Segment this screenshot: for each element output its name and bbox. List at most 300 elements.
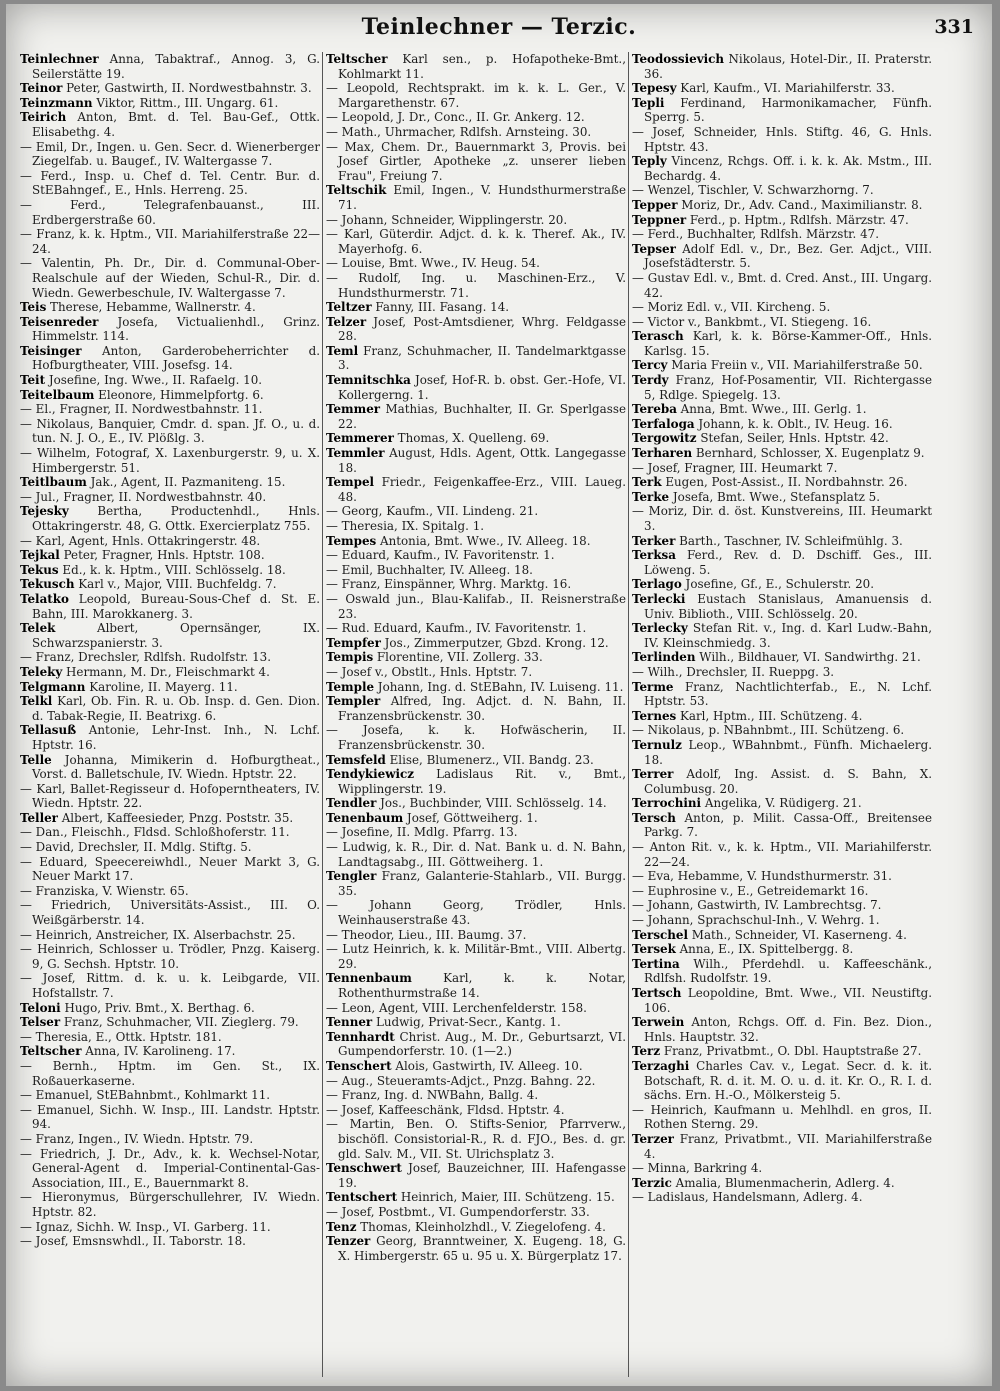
directory-entry	[632, 548, 932, 577]
directory-entry	[20, 140, 320, 169]
directory-entry	[326, 1103, 626, 1118]
entry-details: Adolf Edl. v., Dr., Bez. Ger. Adjct., VIII. Josefstädterstr. 5.	[644, 241, 932, 271]
entry-details: — Martin, Ben. O. Stifts-Senior, Pfarrverw., bischöfl. Consistorial-R., R. d. FJO., Bes. d. gr. gld. Salv. M., VII. St. Ulrichsplatz 3.	[326, 1117, 626, 1161]
directory-entry	[632, 1132, 932, 1161]
entry-details: — Minna, Barkring 4.	[632, 1161, 763, 1176]
directory-entry	[632, 358, 932, 373]
entry-details: — Josef, Postbmt., VI. Gumpendorferstr. 33.	[326, 1204, 590, 1219]
entry-details: — Wenzel, Tischler, V. Schwarzhorng. 7.	[632, 183, 874, 198]
directory-entry	[326, 680, 626, 695]
entry-surname: Terlecky	[632, 621, 688, 636]
directory-entry	[20, 680, 320, 695]
directory-entry	[20, 417, 320, 446]
directory-entry	[20, 1059, 320, 1088]
entry-surname: Temnitschka	[326, 373, 411, 388]
directory-entry	[632, 461, 932, 476]
directory-entry	[632, 1161, 932, 1176]
entry-details: — Gustav Edl. v., Bmt. d. Cred. Anst., III. Ungarg. 42.	[632, 270, 932, 300]
entry-details: Mathias, Buchhalter, II. Gr. Sperlgasse 22.	[338, 402, 626, 431]
directory-entry	[20, 1044, 320, 1059]
directory-entry	[20, 1001, 320, 1016]
entry-surname: Tejesky	[20, 504, 69, 519]
entry-details: Eleonore, Himmelpfortg. 6.	[94, 387, 264, 402]
entry-surname: Tereba	[632, 402, 677, 417]
directory-entry	[20, 504, 320, 533]
directory-entry	[632, 534, 932, 549]
entry-details: — Louise, Bmt. Wwe., IV. Heug. 54.	[326, 256, 540, 271]
entry-details: Anna, Tabaktraf., Annog. 3, G. Seilerstätte 19.	[32, 52, 320, 81]
entry-details: Amalia, Blumenmacherin, Adlerg. 4.	[671, 1175, 895, 1190]
directory-entry	[632, 154, 932, 183]
entry-details: Florentine, VII. Zollerg. 33.	[373, 650, 543, 665]
entry-surname: Tellasuß	[20, 723, 77, 738]
entry-details: Karl, Kaufm., VI. Mariahilferstr. 33.	[676, 81, 895, 96]
entry-details: Georg, Branntweiner, X. Eugeng. 18, G. X. Himbergerstr. 65 u. 95 u. X. Bürgerplatz 17.	[338, 1234, 626, 1263]
directory-entry	[632, 957, 932, 986]
directory-entry	[20, 1220, 320, 1235]
directory-entry	[632, 96, 932, 125]
directory-entry	[20, 1147, 320, 1191]
directory-entry	[326, 767, 626, 796]
directory-entry	[326, 213, 626, 228]
entry-details: Leop., WBahnbmt., Fünfh. Michaelerg. 18.	[644, 737, 932, 767]
directory-entry	[632, 723, 932, 738]
entry-surname: Teply	[632, 154, 667, 169]
entry-details: Bernhard, Schlosser, X. Eugenplatz 9.	[692, 446, 925, 461]
entry-details: — Josef, Emsnswhdl., II. Taborstr. 18.	[20, 1234, 246, 1249]
directory-entry	[326, 1030, 626, 1059]
directory-entry	[326, 475, 626, 504]
directory-entry	[20, 300, 320, 315]
entry-surname: Terrer	[632, 767, 674, 782]
directory-entry	[20, 315, 320, 344]
directory-entry	[20, 256, 320, 300]
directory-entry	[326, 592, 626, 621]
directory-column-3	[632, 52, 932, 1377]
directory-entry	[326, 1015, 626, 1030]
directory-entry	[632, 840, 932, 869]
entry-surname: Terzer	[632, 1131, 674, 1146]
entry-surname: Teinzmann	[20, 95, 93, 110]
directory-entry	[326, 1001, 626, 1016]
entry-details: Karl v., Major, VIII. Buchfeldg. 7.	[74, 577, 277, 592]
entry-details: Ferdinand, Harmonikamacher, Fünfh. Sperrg. 5.	[644, 95, 932, 125]
entry-details: — Georg, Kaufm., VII. Lindeng. 21.	[326, 504, 539, 519]
directory-entry	[20, 373, 320, 388]
entry-details: Franz, Nachtlichterfab., E., N. Lchf. Hptstr. 53.	[644, 679, 932, 709]
directory-entry	[326, 373, 626, 402]
entry-details: Barth., Taschner, IV. Schleifmühlg. 3.	[675, 533, 903, 548]
entry-details: — Josefa, k. k. Hofwäscherin, II. Franzensbrückenstr. 30.	[326, 723, 626, 752]
entry-details: — Heinrich, Kaufmann u. Mehlhdl. en gros, II. Rothen Sterng. 29.	[632, 1102, 932, 1132]
directory-entry	[326, 1088, 626, 1103]
entry-details: Maria Freiin v., VII. Mariahilferstraße 50.	[667, 358, 923, 373]
entry-details: — Ignaz, Sichh. W. Insp., VI. Garberg. 11.	[20, 1219, 271, 1234]
entry-details: — Moriz Edl. v., VII. Kircheng. 5.	[632, 300, 831, 315]
entry-details: — Josef v., Obstlt., Hnls. Hptstr. 7.	[326, 664, 533, 679]
directory-entry	[632, 796, 932, 811]
entry-surname: Tenz	[326, 1219, 357, 1234]
directory-entry	[632, 869, 932, 884]
entry-details: — Johann, Sprachschul-Inh., V. Wehrg. 1.	[632, 913, 880, 928]
entry-details: — Josef, Kaffeeschänk, Fldsd. Hptstr. 4.	[326, 1102, 565, 1117]
directory-entry	[20, 811, 320, 826]
directory-entry	[326, 650, 626, 665]
directory-entry	[632, 417, 932, 432]
entry-details: — Ferd., Telegrafenbauanst., III. Erdbergerstraße 60.	[20, 197, 320, 227]
entry-surname: Teltscher	[326, 52, 388, 66]
entry-details: Eugen, Post-Assist., II. Nordbahnstr. 26.	[661, 475, 908, 490]
entry-details: Ferd., p. Hptm., Rdlfsh. Märzstr. 47.	[686, 212, 909, 227]
entry-surname: Telser	[20, 1015, 61, 1030]
directory-entry	[20, 665, 320, 680]
entry-details: Elise, Blumenerz., VII. Bandg. 23.	[385, 752, 594, 767]
entry-details: — Emil, Buchhalter, IV. Alleeg. 18.	[326, 562, 533, 577]
entry-details: — Nikolaus, Banquier, Cmdr. d. span. Jf. O., u. d. tun. N. J. O., E., IV. Plößlg. 3.	[20, 416, 320, 446]
entry-details: Franz, Hof-Posamentir, VII. Richtergasse 5, Rdlge. Spiegelg. 13.	[644, 373, 932, 402]
entry-surname: Tengler	[326, 869, 377, 884]
entry-surname: Telek	[20, 621, 56, 636]
entry-details: Therese, Hebamme, Wallnerstr. 4.	[46, 300, 256, 315]
entry-details: — Franz, Drechsler, Rdlfsh. Rudolfstr. 13.	[20, 650, 272, 665]
directory-entry	[326, 81, 626, 110]
directory-entry	[632, 709, 932, 724]
entry-surname: Tenzer	[326, 1234, 371, 1249]
directory-entry	[632, 680, 932, 709]
entry-details: Franz, Galanterie-Stahlarb., VII. Burgg. 35.	[338, 869, 626, 898]
directory-entry	[326, 563, 626, 578]
directory-entry	[632, 811, 932, 840]
entry-surname: Tergowitz	[632, 431, 697, 446]
entry-details: Christ. Aug., M. Dr., Geburtsarzt, VI. Gumpendorferstr. 10. (1—2.)	[338, 1029, 626, 1059]
directory-entry	[632, 1190, 932, 1205]
directory-entry	[326, 1190, 626, 1205]
directory-entry	[326, 840, 626, 869]
entry-surname: Terwein	[632, 1015, 685, 1030]
entry-surname: Tepser	[632, 241, 676, 256]
entry-surname: Telzer	[326, 314, 367, 329]
directory-entry	[326, 227, 626, 256]
directory-entry	[632, 884, 932, 899]
directory-entry	[20, 650, 320, 665]
entry-details: Franz, Privatbmt., O. Dbl. Hauptstraße 27.	[660, 1044, 922, 1059]
directory-entry	[326, 1074, 626, 1089]
directory-entry	[632, 490, 932, 505]
entry-details: Heinrich, Maier, III. Schützeng. 15.	[397, 1190, 615, 1205]
entry-surname: Teis	[20, 300, 47, 315]
directory-entry	[326, 125, 626, 140]
entry-details: Alfred, Ing. Adjct. d. N. Bahn, II. Franzensbrückenstr. 30.	[338, 694, 626, 723]
entry-details: — Ferd., Buchhalter, Rdlfsh. Märzstr. 47.	[632, 227, 879, 242]
entry-details: — Aug., Steueramts-Adjct., Pnzg. Bahng. 22.	[326, 1073, 596, 1088]
directory-entry	[20, 475, 320, 490]
column-divider	[628, 52, 629, 1377]
entry-details: Hugo, Priv. Bmt., X. Berthag. 6.	[60, 1000, 255, 1015]
entry-surname: Tersek	[632, 942, 676, 957]
directory-entry	[326, 519, 626, 534]
entry-details: — Rud. Eduard, Kaufm., IV. Favoritenstr. 1.	[326, 621, 587, 636]
entry-details: — Franz, Ingen., IV. Wiedn. Hptstr. 79.	[20, 1131, 254, 1146]
entry-details: — Oswald jun., Blau-Kalifab., II. Reisnerstraße 23.	[326, 591, 626, 621]
entry-surname: Temsfeld	[326, 752, 386, 767]
directory-entry	[632, 913, 932, 928]
entry-details: — Josef, Schneider, Hnls. Stiftg. 46, G. Hnls. Hptstr. 43.	[632, 124, 932, 154]
entry-details: — Wilh., Drechsler, II. Rueppg. 3.	[632, 664, 835, 679]
entry-details: — Johann Georg, Trödler, Hnls. Weinhauserstraße 43.	[326, 898, 626, 928]
entry-details: — Euphrosine v., E., Getreidemarkt 16.	[632, 883, 869, 898]
entry-details: Moriz, Dr., Adv. Cand., Maximilianstr. 8.	[677, 197, 923, 212]
entry-details: Josef, Post-Amtsdiener, Whrg. Feldgasse 28.	[338, 314, 626, 344]
directory-entry	[326, 446, 626, 475]
directory-entry	[326, 811, 626, 826]
entry-details: Alois, Gastwirth, IV. Alleeg. 10.	[391, 1058, 583, 1073]
entry-details: — Heinrich, Anstreicher, IX. Alserbachstr. 25.	[20, 927, 296, 942]
entry-details: Albert, Opernsänger, IX. Schwarzspanierstr. 3.	[32, 621, 320, 650]
entry-surname: Terksa	[632, 548, 676, 563]
entry-details: Adolf, Ing. Assist. d. S. Bahn, X. Columbusg. 20.	[644, 767, 932, 796]
directory-entry	[326, 402, 626, 431]
entry-details: Fanny, III. Fasang. 14.	[371, 300, 510, 315]
directory-entry	[632, 1103, 932, 1132]
directory-entry	[326, 183, 626, 212]
entry-details: — Theresia, E., Ottk. Hptstr. 181.	[20, 1029, 222, 1044]
entry-surname: Teml	[326, 343, 359, 358]
entry-surname: Terz	[632, 1044, 661, 1059]
entry-details: Karoline, II. Mayerg. 11.	[85, 679, 238, 694]
entry-surname: Temmerer	[326, 431, 394, 446]
entry-details: Wilh., Pferdehdl. u. Kaffeeschänk., Rdlfsh. Rudolfstr. 19.	[644, 956, 932, 986]
entry-details: — Karl, Ballet-Regisseur d. Hofoperntheaters, IV. Wiedn. Hptstr. 22.	[20, 781, 320, 811]
directory-entry	[632, 402, 932, 417]
entry-surname: Terker	[632, 533, 676, 548]
entry-details: — El., Fragner, II. Nordwestbahnstr. 11.	[20, 402, 263, 417]
entry-details: Jak., Agent, II. Pazmaniteng. 15.	[86, 475, 286, 490]
directory-entry	[326, 110, 626, 125]
entry-surname: Tekus	[20, 562, 59, 577]
entry-details: — Jul., Fragner, II. Nordwestbahnstr. 40.	[20, 489, 267, 504]
page-title: Teinlechner — Terzic.	[361, 14, 637, 40]
entry-surname: Tendler	[326, 796, 377, 811]
directory-entry	[632, 198, 932, 213]
directory-entry	[632, 52, 932, 81]
directory-entry	[326, 504, 626, 519]
entry-details: Leopold, Bureau-Sous-Chef d. St. E. Bahn, III. Marokkanerg. 3.	[32, 591, 320, 621]
entry-details: — Lutz Heinrich, k. k. Militär-Bmt., VIII. Albertg. 29.	[326, 942, 626, 971]
directory-entry	[326, 534, 626, 549]
entry-details: Ladislaus Rit. v., Bmt., Wipplingerstr. 19.	[338, 767, 626, 796]
directory-entry	[326, 1234, 626, 1263]
directory-entry	[632, 125, 932, 154]
entry-details: — Max, Chem. Dr., Bauernmarkt 3, Provis. bei Josef Girtler, Apotheke „z. unserer lieben Frau", Freiung 7.	[326, 139, 626, 183]
entry-details: Anton, Garderobeherrichter d. Hofburgtheater, VIII. Josefsg. 14.	[32, 343, 320, 373]
entry-surname: Tercy	[632, 358, 668, 373]
entry-surname: Tempes	[326, 533, 377, 548]
entry-surname: Tenenbaum	[326, 810, 404, 825]
entry-surname: Temple	[326, 679, 375, 694]
directory-entry	[20, 782, 320, 811]
entry-details: Anton, Bmt. d. Tel. Bau-Gef., Ottk. Elisabethg. 4.	[32, 110, 320, 139]
entry-surname: Ternulz	[632, 737, 682, 752]
entry-details: — Ludwig, k. R., Dir. d. Nat. Bank u. d. N. Bahn, Landtagsabg., III. Göttweiherg. 1.	[326, 840, 626, 869]
directory-entry	[20, 723, 320, 752]
entry-details: Johann, k. k. Oblt., IV. Heug. 16.	[694, 416, 893, 431]
entry-surname: Tennenbaum	[326, 971, 412, 986]
entry-details: Stefan, Seiler, Hnls. Hptstr. 42.	[696, 431, 889, 446]
directory-entry	[632, 373, 932, 402]
directory-entry	[632, 942, 932, 957]
directory-entry	[326, 971, 626, 1000]
directory-entry	[632, 315, 932, 330]
directory-entry	[20, 753, 320, 782]
entry-details: — Bernh., Hptm. im Gen. St., IX. Roßauerkaserne.	[20, 1058, 320, 1088]
directory-entry	[632, 431, 932, 446]
entry-surname: Tejkal	[20, 548, 60, 563]
directory-entry	[632, 1044, 932, 1059]
entry-surname: Teinor	[20, 81, 63, 96]
entry-surname: Terk	[632, 475, 662, 490]
entry-surname: Teirich	[20, 110, 67, 125]
entry-surname: Templer	[326, 694, 381, 709]
directory-entry	[632, 928, 932, 943]
directory-entry	[632, 475, 932, 490]
directory-page	[6, 4, 992, 1386]
directory-entry	[326, 52, 626, 81]
entry-surname: Terharen	[632, 446, 693, 461]
entry-surname: Tekusch	[20, 577, 75, 592]
directory-entry	[20, 592, 320, 621]
directory-entry	[326, 1205, 626, 1220]
entry-details: Josefine, Gf., E., Schulerstr. 20.	[681, 577, 875, 592]
directory-entry	[632, 621, 932, 650]
entry-details: — Heinrich, Schlosser u. Trödler, Pnzg. Kaiserg. 9, G. Sechsh. Hptstr. 10.	[20, 942, 320, 971]
entry-details: Math., Schneider, VI. Kaserneng. 4.	[687, 927, 907, 942]
entry-surname: Tepesy	[632, 81, 677, 96]
directory-entry	[632, 577, 932, 592]
entry-details: Friedr., Feigenkaffee-Erz., VIII. Laueg. 48.	[338, 475, 626, 504]
entry-details: — Anton Rit. v., k. k. Hptm., VII. Mariahilferstr. 22—24.	[632, 840, 932, 869]
entry-surname: Tenschwert	[326, 1161, 402, 1176]
directory-entry	[20, 110, 320, 139]
directory-entry	[20, 1190, 320, 1219]
entry-details: — Leopold, J. Dr., Conc., II. Gr. Ankerg. 12.	[326, 110, 585, 125]
entry-details: Charles Cav. v., Legat. Secr. d. k. it. Botschaft, R. d. it. M. O. u. d. it. Kr. O., R. I. d. sächs. Ern. H.-O., Mölkersteig 5.	[644, 1058, 932, 1103]
directory-entry	[20, 534, 320, 549]
entry-details: Nikolaus, Hotel-Dir., II. Praterstr. 36.	[644, 52, 932, 81]
entry-surname: Temmer	[326, 402, 381, 417]
directory-entry	[632, 446, 932, 461]
directory-entry	[20, 577, 320, 592]
directory-entry	[20, 1088, 320, 1103]
entry-surname: Teodossievich	[632, 52, 725, 66]
entry-details: Josefa, Victualienhdl., Grinz. Himmelstr. 114.	[32, 314, 320, 344]
entry-surname: Teisenreder	[20, 314, 99, 329]
entry-surname: Tempis	[326, 650, 374, 665]
directory-entry	[326, 271, 626, 300]
directory-entry	[632, 986, 932, 1015]
directory-entry	[632, 183, 932, 198]
entry-details: August, Hdls. Agent, Ottk. Langegasse 18.	[338, 446, 626, 475]
entry-surname: Tepli	[632, 95, 665, 110]
entry-surname: Teisinger	[20, 343, 82, 358]
entry-surname: Teppner	[632, 212, 687, 227]
entry-details: Josef, Hof-R. b. obst. Ger.-Hofe, VI. Kollergerng. 1.	[338, 373, 626, 402]
directory-entry	[326, 300, 626, 315]
entry-details: — Karl, Agent, Hnls. Ottakringerstr. 48.	[20, 533, 261, 548]
entry-details: — Friedrich, Universitäts-Assist., III. O. Weißgärberstr. 14.	[20, 898, 320, 928]
entry-details: — Eduard, Kaufm., IV. Favoritenstr. 1.	[326, 548, 555, 563]
entry-details: Albert, Kaffeesieder, Pnzg. Poststr. 35.	[57, 810, 294, 825]
directory-entry	[20, 840, 320, 855]
page-number: 331	[934, 16, 974, 38]
entry-surname: Tempel	[326, 475, 375, 490]
directory-entry	[20, 52, 320, 81]
entry-surname: Teloni	[20, 1000, 61, 1015]
directory-entry	[326, 825, 626, 840]
entry-details: — Valentin, Ph. Dr., Dir. d. Communal-Ober-Realschule auf der Wieden, Schul-R., Dir. d. Wiedn. Gewerbeschule, IV. Waltergasse 7.	[20, 256, 320, 300]
entry-details: Emil, Ingen., V. Hundsthurmerstraße 71.	[338, 183, 626, 212]
entry-details: — Ferd., Insp. u. Chef d. Tel. Centr. Bur. d. StEBahngef., E., Hnls. Herreng. 25.	[20, 168, 320, 198]
entry-surname: Tenner	[326, 1015, 373, 1030]
entry-details: Josefine, Ing. Wwe., II. Rafaelg. 10.	[45, 373, 263, 388]
entry-details: — Josef, Fragner, III. Heumarkt 7.	[632, 460, 838, 475]
directory-entry	[326, 898, 626, 927]
entry-surname: Terrochini	[632, 796, 702, 811]
directory-entry	[326, 1161, 626, 1190]
directory-entry	[20, 490, 320, 505]
entry-details: — Eva, Hebamme, V. Hundsthurmerstr. 31.	[632, 869, 892, 884]
entry-details: Karl sen., p. Hofapotheke-Bmt., Kohlmarkt 11.	[338, 52, 626, 81]
entry-surname: Temmler	[326, 446, 385, 461]
entry-details: Anton, p. Milit. Cassa-Off., Breitensee Parkg. 7.	[644, 810, 932, 840]
directory-entry	[20, 694, 320, 723]
entry-surname: Tennhardt	[326, 1029, 395, 1044]
column-divider	[322, 52, 323, 1377]
directory-entry	[326, 577, 626, 592]
directory-entry	[326, 942, 626, 971]
entry-details: Josef, Bauzeichner, III. Hafengasse 19.	[338, 1161, 626, 1190]
entry-surname: Telle	[20, 752, 52, 767]
entry-surname: Tentschert	[326, 1190, 398, 1205]
directory-entry	[326, 796, 626, 811]
entry-details: — Friedrich, J. Dr., Adv., k. k. Wechsel-Notar, General-Agent d. Imperial-Continental-Gas-Association, III., E., Bauernmarkt 8.	[20, 1146, 320, 1190]
entry-details: Vincenz, Rchgs. Off. i. k. k. Ak. Mstm., III. Bechardg. 4.	[644, 154, 932, 183]
entry-surname: Teltzer	[326, 300, 372, 315]
entry-surname: Teltscher	[20, 1044, 82, 1059]
entry-details: Franz, Schuhmacher, II. Tandelmarktgasse 3.	[338, 343, 626, 373]
directory-entry	[20, 1234, 320, 1249]
entry-surname: Terasch	[632, 329, 684, 344]
entry-details: — Wilhelm, Fotograf, X. Laxenburgerstr. 9, u. X. Himbergerstr. 51.	[20, 446, 320, 475]
entry-details: — Leon, Agent, VIII. Lerchenfelderstr. 158.	[326, 1000, 587, 1015]
directory-entry	[632, 592, 932, 621]
entry-details: — Ladislaus, Handelsmann, Adlerg. 4.	[632, 1190, 863, 1205]
directory-entry	[20, 402, 320, 417]
entry-details: Bertha, Productenhdl., Hnls. Ottakringerstr. 48, G. Ottk. Exercierplatz 755.	[32, 504, 320, 533]
directory-entry	[20, 344, 320, 373]
directory-entry	[632, 1059, 932, 1103]
directory-column-2	[326, 52, 626, 1377]
entry-details: — Eduard, Speecereiwhdl., Neuer Markt 3, G. Neuer Markt 17.	[20, 854, 320, 884]
directory-entry	[632, 213, 932, 228]
entry-details: — Emil, Dr., Ingen. u. Gen. Secr. d. Wienerberger Ziegelfab. u. Baugef., IV. Waltergasse 7.	[20, 139, 320, 169]
directory-entry	[632, 271, 932, 300]
entry-surname: Teleky	[20, 664, 63, 679]
directory-entry	[632, 329, 932, 358]
entry-surname: Teit	[20, 373, 46, 388]
entry-surname: Terzaghi	[632, 1058, 690, 1073]
directory-entry	[326, 665, 626, 680]
entry-surname: Tersch	[632, 810, 676, 825]
